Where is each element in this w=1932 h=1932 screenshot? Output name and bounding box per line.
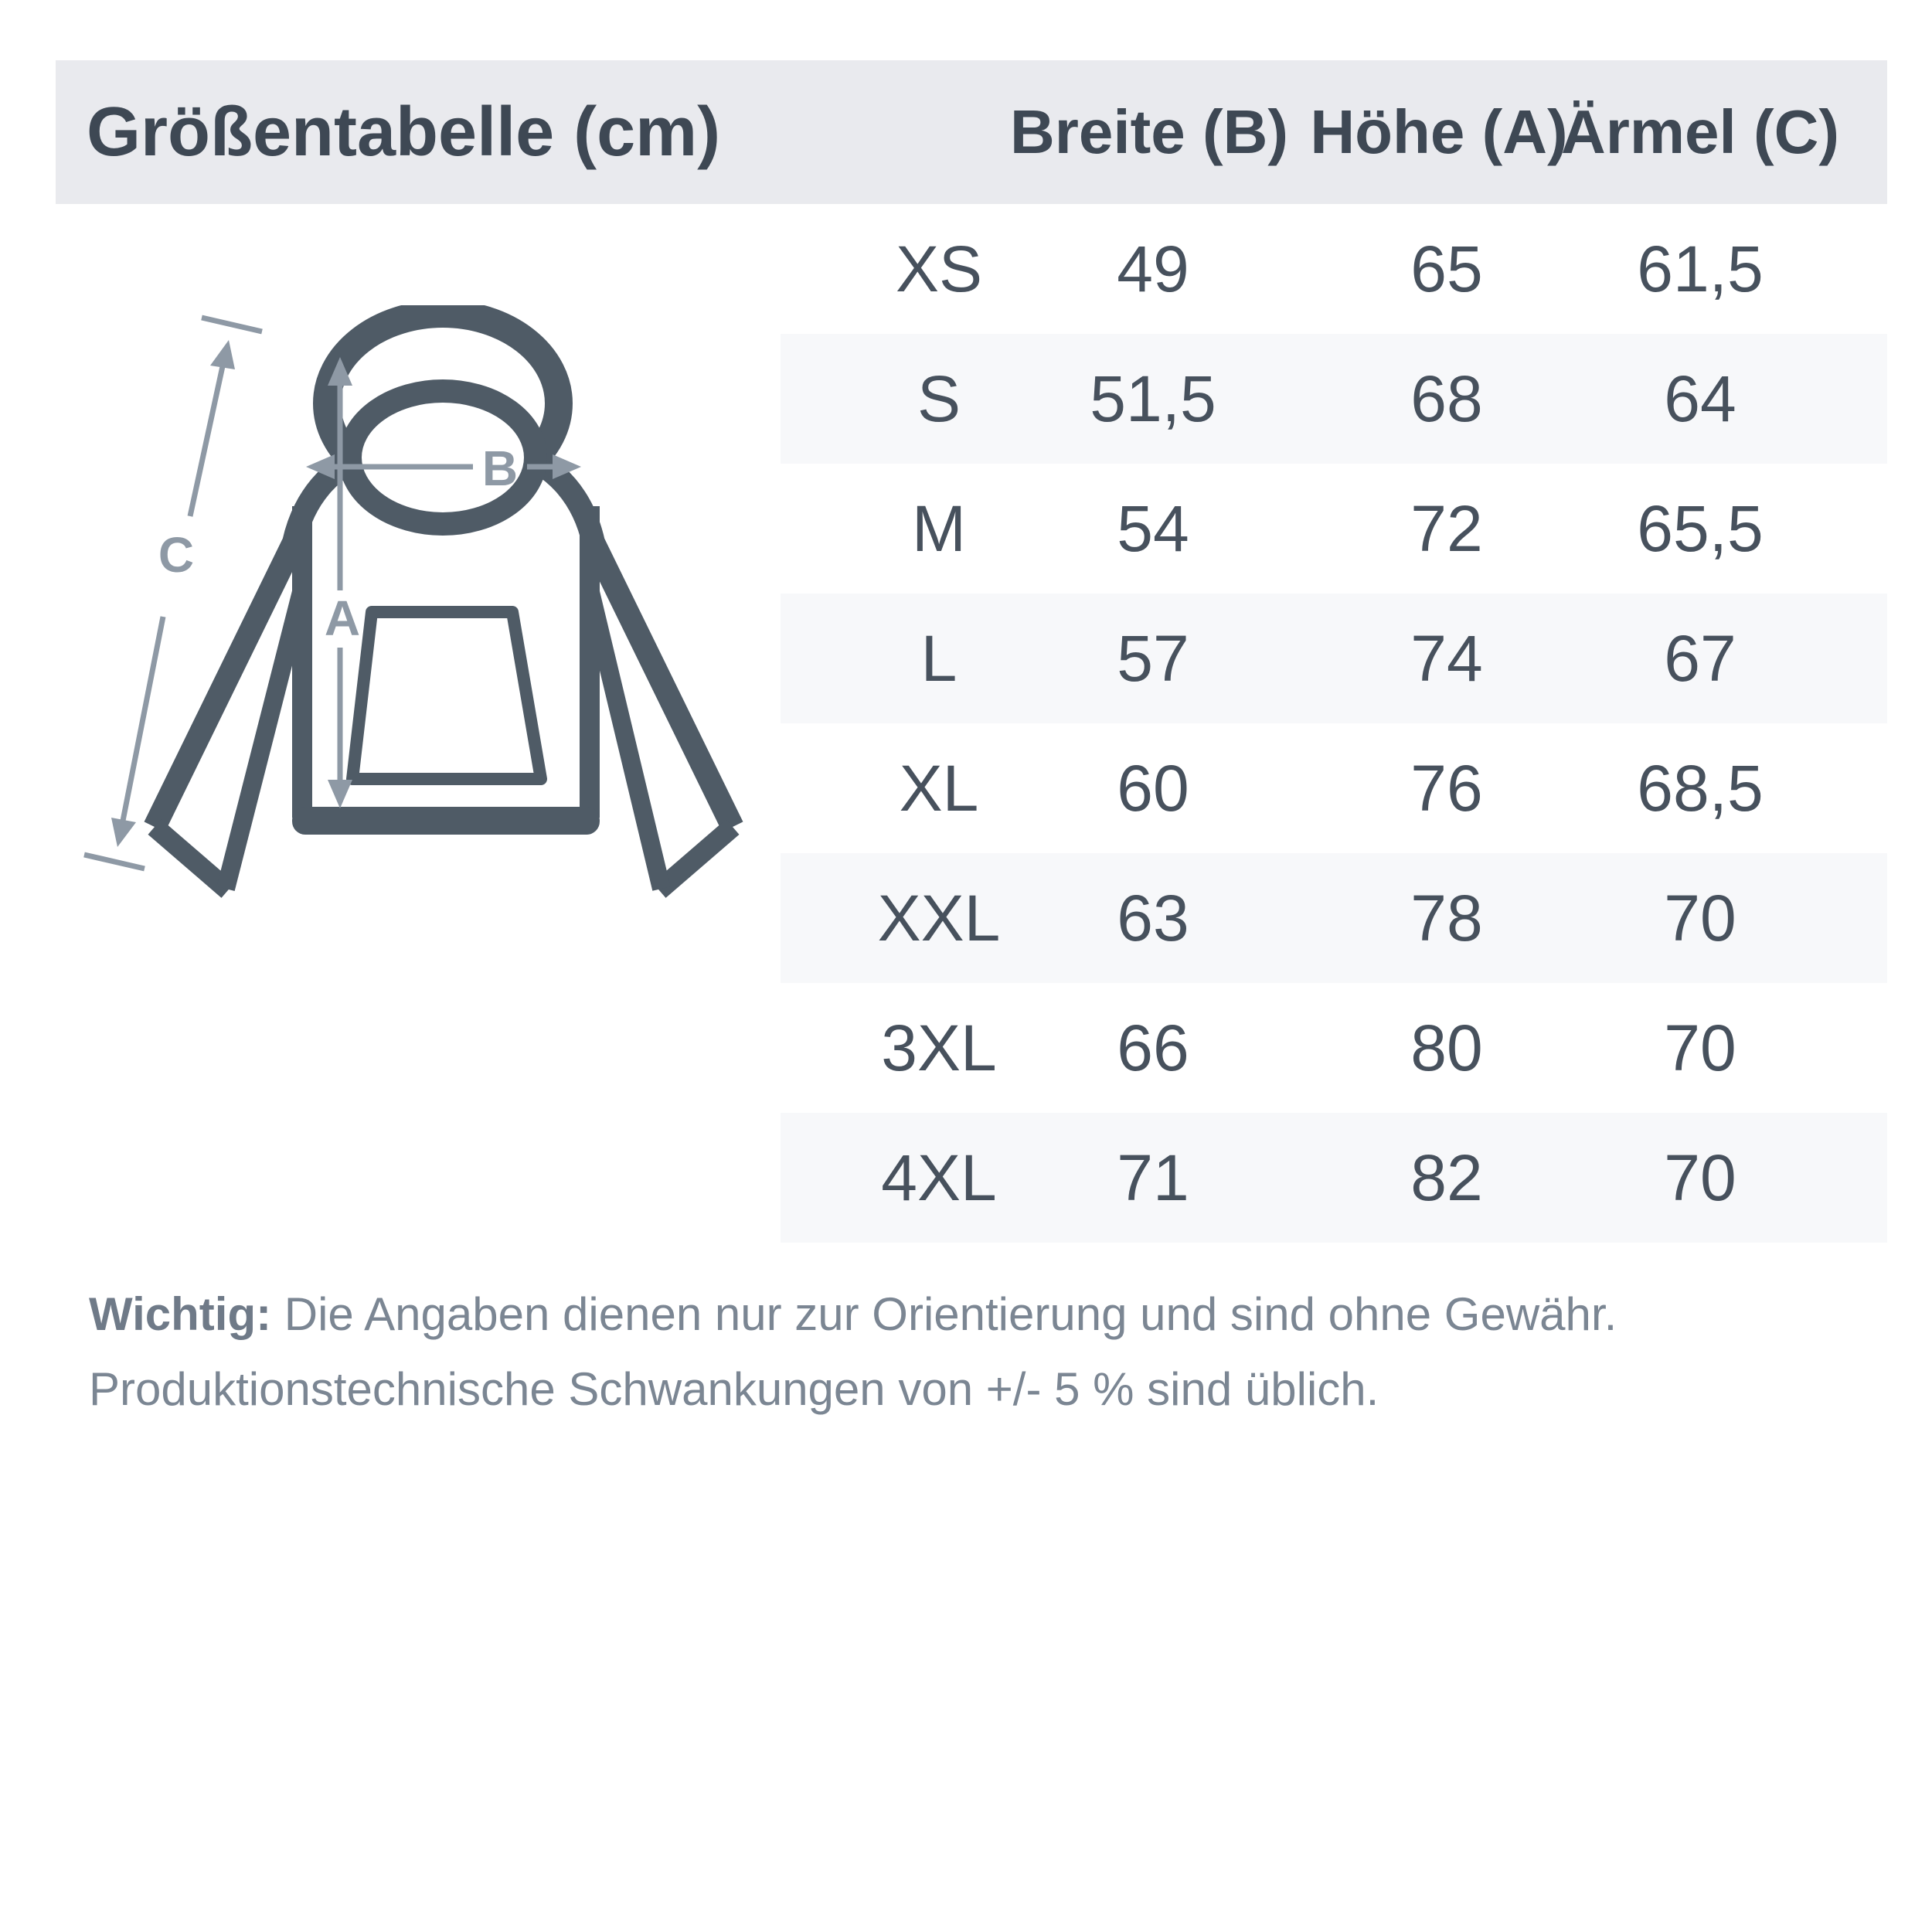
value-cell: 74 [1410, 621, 1483, 695]
table-row-3xl [781, 983, 1887, 1113]
value-cell: 60 [1117, 751, 1189, 825]
disclaimer-note [89, 1277, 1866, 1427]
page-title: Größentabelle (cm) [87, 93, 721, 171]
table-header-bar [56, 60, 1887, 204]
value-cell: 72 [1410, 492, 1483, 565]
table-row-m [781, 464, 1887, 594]
size-cell: XL [899, 751, 979, 825]
column-header-breite: Breite (B) [1009, 97, 1289, 166]
value-cell: 68,5 [1637, 751, 1764, 825]
value-cell: 70 [1664, 881, 1736, 954]
value-cell: 57 [1117, 621, 1189, 695]
table-row-xs [781, 204, 1887, 334]
value-cell: 65,5 [1637, 492, 1764, 565]
table-row-s [781, 334, 1887, 464]
value-cell: 71 [1117, 1141, 1189, 1214]
hoodie-measurement-diagram [46, 305, 781, 935]
disclaimer-line2: Produktionstechnische Schwankungen von +/- 5 % sind üblich. [89, 1363, 1379, 1415]
value-cell: 65 [1410, 232, 1483, 305]
value-cell: 66 [1117, 1011, 1189, 1084]
table-row-l [781, 594, 1887, 723]
column-header-aermel: Ärmel (C) [1560, 97, 1840, 166]
label-a: A [324, 590, 361, 646]
size-cell: XS [895, 232, 983, 305]
value-cell: 78 [1410, 881, 1483, 954]
hoodie-pocket [352, 612, 541, 779]
value-cell: 63 [1117, 881, 1189, 954]
value-cell: 67 [1664, 621, 1736, 695]
size-cell: S [917, 362, 961, 435]
hoodie-hem [292, 807, 600, 835]
value-cell: 61,5 [1637, 232, 1764, 305]
table-row-xl [781, 723, 1887, 853]
value-cell: 82 [1410, 1141, 1483, 1214]
value-cell: 70 [1664, 1141, 1736, 1214]
table-row-xxl [781, 853, 1887, 983]
size-cell: L [920, 621, 957, 695]
disclaimer-bold: Wichtig: [89, 1288, 272, 1340]
column-header-hoehe: Höhe (A) [1310, 97, 1568, 166]
size-cell: 4XL [881, 1141, 997, 1214]
size-cell: M [912, 492, 966, 565]
value-cell: 80 [1410, 1011, 1483, 1084]
table-row-4xl [781, 1113, 1887, 1243]
value-cell: 70 [1664, 1011, 1736, 1084]
label-b: B [481, 440, 519, 496]
value-cell: 64 [1664, 362, 1736, 435]
value-cell: 54 [1117, 492, 1189, 565]
value-cell: 68 [1410, 362, 1483, 435]
disclaimer-line1: Die Angaben dienen nur zur Orientierung und sind ohne Gewähr. [271, 1288, 1617, 1340]
value-cell: 51,5 [1090, 362, 1216, 435]
value-cell: 76 [1410, 751, 1483, 825]
size-cell: 3XL [881, 1011, 997, 1084]
size-cell: XXL [877, 881, 1001, 954]
value-cell: 49 [1117, 232, 1189, 305]
label-c: C [158, 527, 195, 583]
